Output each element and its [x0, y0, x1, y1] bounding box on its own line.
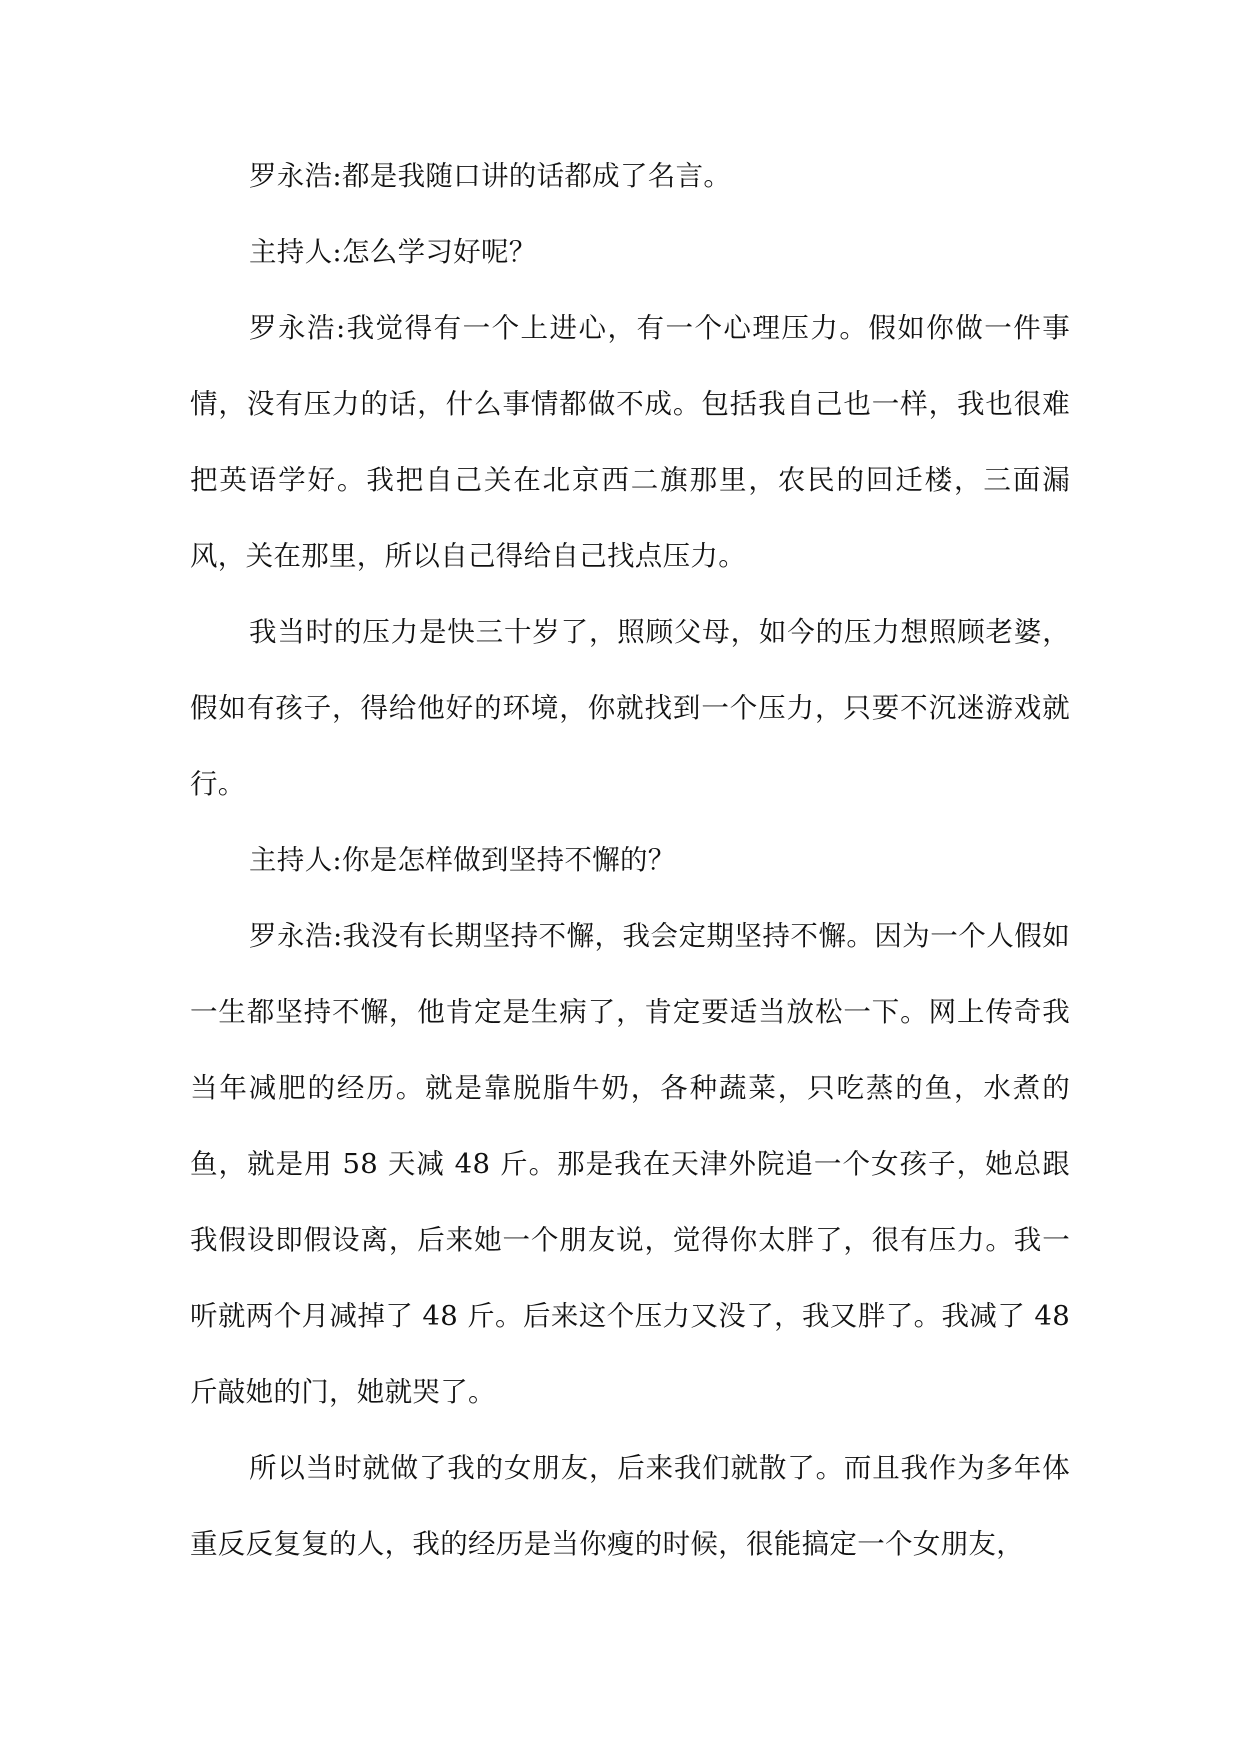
paragraph-4: 我当时的压力是快三十岁了，照顾父母，如今的压力想照顾老婆，假如有孩子，得给他好的环境，你就找到一个压力，只要不沉迷游戏就行。 — [190, 616, 1070, 800]
paragraph-5: 主持人:你是怎样做到坚持不懈的？ — [249, 844, 676, 876]
document-body — [190, 138, 1070, 1582]
paragraph-7: 所以当时就做了我的女朋友，后来我们就散了。而且我作为多年体重反反复复的人，我的经历是当你瘦的时候，很能搞定一个女朋友， — [190, 1452, 1070, 1560]
paragraph-2: 主持人:怎么学习好呢？ — [249, 236, 537, 268]
paragraph-1: 罗永浩:都是我随口讲的话都成了名言。 — [249, 160, 732, 192]
paragraph-3: 罗永浩:我觉得有一个上进心，有一个心理压力。假如你做一件事情，没有压力的话，什么事情都做不成。包括我自己也一样，我也很难把英语学好。我把自己关在北京西二旗那里，农民的回迁楼，三面漏风，关在那里，所以自己得给自己找点压力。 — [190, 312, 1070, 572]
paragraph-6: 罗永浩:我没有长期坚持不懈，我会定期坚持不懈。因为一个人假如一生都坚持不懈，他肯定是生病了，肯定要适当放松一下。网上传奇我当年减肥的经历。就是靠脱脂牛奶，各种蔬菜，只吃蒸的鱼，水煮的鱼，就是用 58 天减 48 斤。那是我在天津外院追一个女孩子，她总跟我假设即假设离，后来她一个朋友说，觉得你太胖了，很有压力。我一听就两个月减掉了 48 斤。后来这个压力又没了，我又胖了。我减了 48 斤敲她的门，她就哭了。 — [190, 920, 1070, 1408]
